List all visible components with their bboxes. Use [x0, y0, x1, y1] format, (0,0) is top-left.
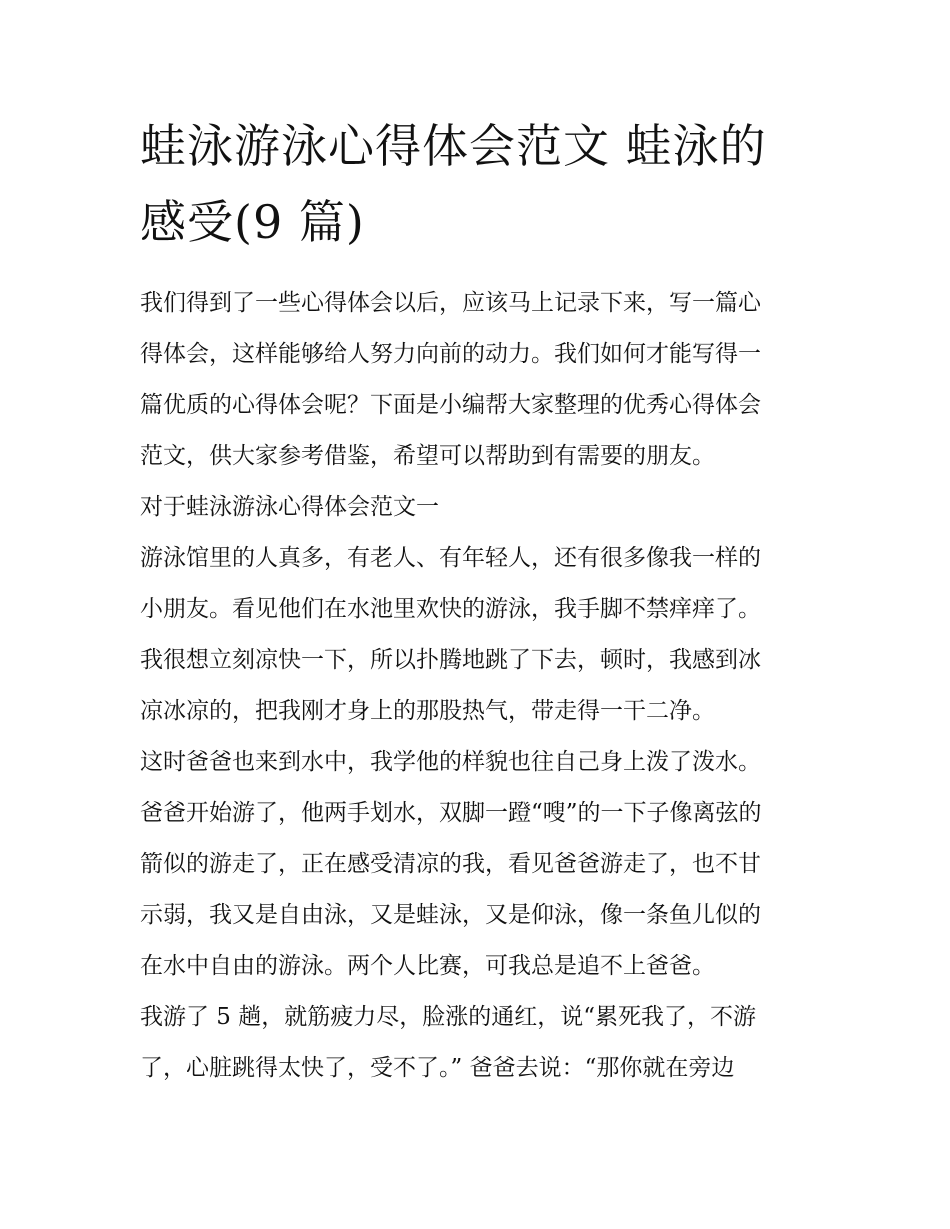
text-line: 我们得到了一些心得体会以后，应该马上记录下来，写一篇心: [140, 290, 761, 316]
body-paragraph-2: [140, 737, 820, 992]
section-heading: [140, 482, 820, 533]
text-line: 范文，供大家参考借鉴，希望可以帮助到有需要的朋友。: [140, 443, 715, 469]
document-body: [140, 278, 820, 1094]
title-line-2: 感受(9 篇): [140, 195, 365, 249]
body-paragraph-1: [140, 533, 820, 737]
text-line: 我游了 5 趟，就筋疲力尽，脸涨的通红，说“累死我了，不游: [140, 1004, 757, 1030]
intro-paragraph: [140, 278, 820, 482]
text-line: 对于蛙泳游泳心得体会范文一: [140, 494, 439, 520]
document-title: [140, 108, 820, 260]
text-line: 篇优质的心得体会呢？下面是小编帮大家整理的优秀心得体会: [140, 392, 761, 418]
text-line: 箭似的游走了，正在感受清凉的我，看见爸爸游走了，也不甘: [140, 851, 761, 877]
text-line: 凉冰凉的，把我刚才身上的那股热气，带走得一干二净。: [140, 698, 715, 724]
text-line: 游泳馆里的人真多，有老人、有年轻人，还有很多像我一样的: [140, 545, 761, 571]
text-line: 示弱，我又是自由泳，又是蛙泳，又是仰泳，像一条鱼儿似的: [140, 902, 761, 928]
document-page: [140, 108, 820, 1094]
text-line: 这时爸爸也来到水中，我学他的样貌也往自己身上泼了泼水。: [140, 749, 761, 775]
text-line: 我很想立刻凉快一下，所以扑腾地跳了下去，顿时，我感到冰: [140, 647, 761, 673]
text-line: 了，心脏跳得太快了，受不了。” 爸爸去说：“那你就在旁边: [140, 1055, 735, 1081]
body-paragraph-3: [140, 992, 820, 1094]
text-line: 小朋友。看见他们在水池里欢快的游泳，我手脚不禁痒痒了。: [140, 596, 761, 622]
title-line-1: 蛙泳游泳心得体会范文 蛙泳的: [140, 119, 767, 173]
text-line: 得体会，这样能够给人努力向前的动力。我们如何才能写得一: [140, 341, 761, 367]
text-line: 在水中自由的游泳。两个人比赛，可我总是追不上爸爸。: [140, 953, 715, 979]
text-line: 爸爸开始游了，他两手划水，双脚一蹬“嗖”的一下子像离弦的: [140, 800, 762, 826]
